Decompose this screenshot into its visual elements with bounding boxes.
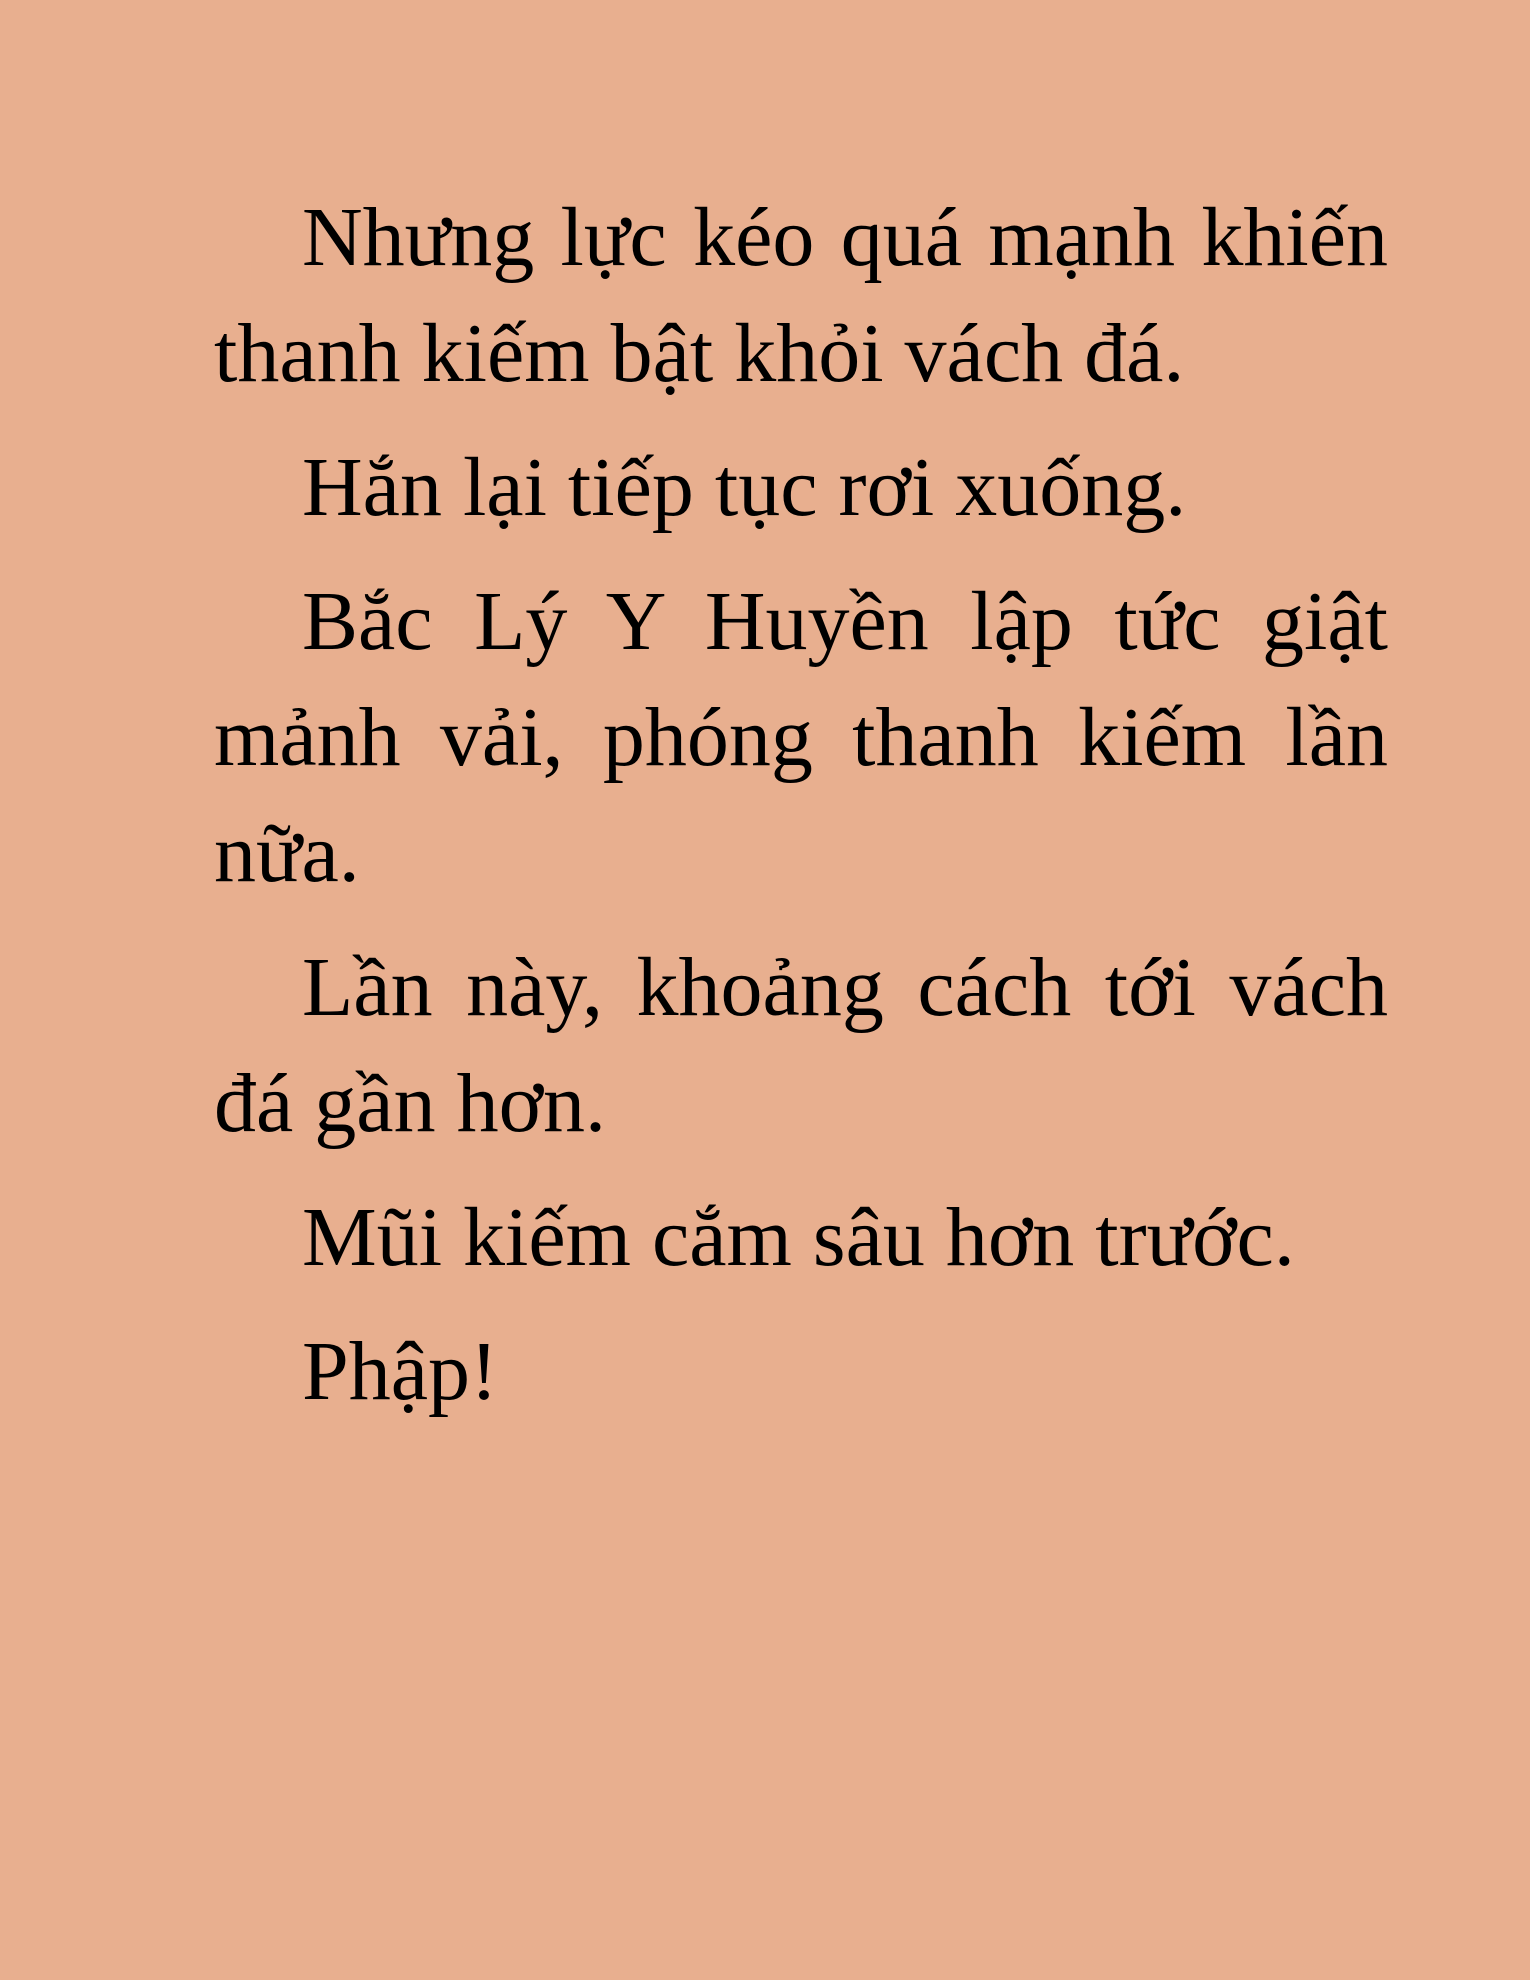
paragraph-3: Bắc Lý Y Huyền lập tức giật mảnh vải, phóng thanh kiếm lần nữa. xyxy=(214,575,1388,900)
paragraph-2: Hắn lại tiếp tục rơi xuống. xyxy=(302,441,1187,534)
text-body xyxy=(214,180,1388,1430)
paragraph-6: Phập! xyxy=(302,1325,498,1418)
paragraph-5: Mũi kiếm cắm sâu hơn trước. xyxy=(302,1191,1295,1284)
paragraph-4: Lần này, khoảng cách tới vách đá gần hơn. xyxy=(214,941,1388,1150)
paragraph-1: Nhưng lực kéo quá mạnh khiến thanh kiếm bật khỏi vách đá. xyxy=(214,191,1388,400)
